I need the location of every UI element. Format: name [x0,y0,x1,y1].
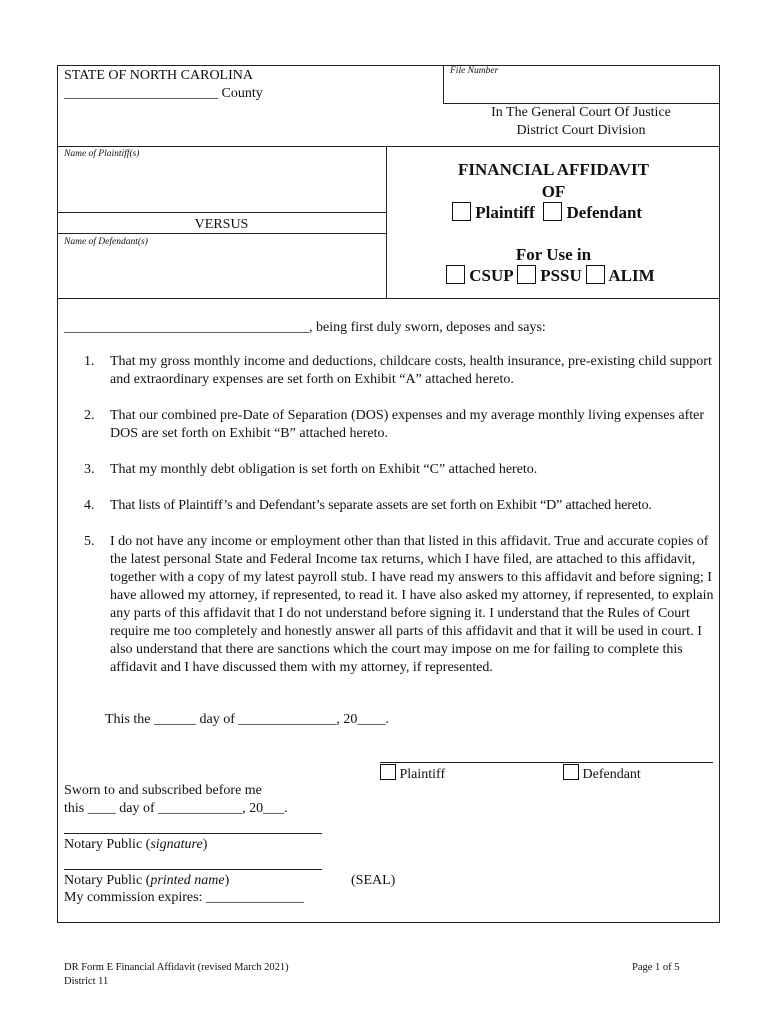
notary-sig-pre: Notary Public ( [64,837,151,852]
notary-signature-line[interactable] [64,833,322,834]
item-number: 2. [84,408,95,423]
alim-label: ALIM [608,266,655,285]
district-label: District 11 [64,976,109,987]
sig-plaintiff-checkbox[interactable] [380,764,396,780]
commission-expires[interactable]: My commission expires: ______________ [64,890,304,905]
notary-signature-label [64,836,207,854]
intro-line [64,319,546,337]
sig-defendant-label: Defendant [582,767,641,782]
notary-printed-post: ) [224,873,230,888]
notary-printed-pre: Notary Public ( [64,873,151,888]
state-name: STATE OF NORTH CAROLINA [64,68,253,83]
form-bottom-border [57,922,720,923]
item-text: That my gross monthly income and deductions, childcare costs, health insurance, pre-existing child support and extraordinary expenses are set forth on Exhibit “A” attached hereto. [110,354,712,387]
party-options [452,202,642,223]
sig-plaintiff-option [380,764,445,784]
county-blank[interactable]: ______________________ [64,86,218,101]
file-number-field[interactable] [444,76,718,102]
list-item [64,407,716,443]
sig-defendant-checkbox[interactable] [563,764,579,780]
use-options [446,265,655,286]
signature-line[interactable] [380,762,713,763]
sig-defendant-option [563,764,641,784]
item-text: That our combined pre-Date of Separation (DOS) expenses and my average monthly living expenses after DOS are set forth on Exhibit “B” attached hereto. [110,408,705,441]
form-id: DR Form E Financial Affidavit (revised March 2021) [64,962,289,973]
list-item [64,497,716,515]
versus-top-line [57,212,386,213]
list-item [64,533,716,677]
date-line[interactable]: This the ______ day of ______________, 20____. [105,712,389,727]
numbered-statements [64,353,716,677]
pssu-label: PSSU [540,266,582,285]
list-item [64,353,716,389]
intro-text: , being first duly sworn, deposes and says: [309,320,546,335]
csup-label: CSUP [469,266,513,285]
item-number: 1. [84,354,95,369]
file-number-label: File Number [450,66,499,76]
defendant-name-field[interactable] [60,250,382,294]
notary-sig-post: ) [202,837,208,852]
caption-bottom-line [57,298,720,299]
pssu-checkbox[interactable] [517,265,536,284]
notary-sworn: Sworn to and subscribed before me [64,783,262,798]
court-division: District Court Division [516,123,646,138]
form-left-border [57,65,58,923]
plaintiff-name-field[interactable] [60,162,382,210]
affidavit-of: OF [541,182,566,201]
form-top-border [57,65,720,66]
item-number: 3. [84,462,95,477]
seal-label: (SEAL) [351,873,396,888]
notary-date[interactable]: this ____ day of ____________, 20___. [64,801,288,816]
affiant-name-blank[interactable]: ___________________________________ [64,320,309,335]
alim-checkbox[interactable] [586,265,605,284]
versus-label: VERSUS [194,217,249,232]
page-number: Page 1 of 5 [632,962,680,973]
defendant-checkbox[interactable] [543,202,562,221]
item-number: 4. [84,498,95,513]
court-name: In The General Court Of Justice [491,105,671,120]
plaintiff-option-label: Plaintiff [475,203,535,222]
plaintiff-checkbox[interactable] [452,202,471,221]
affidavit-title: FINANCIAL AFFIDAVIT [458,160,649,179]
notary-printed-label [64,872,229,890]
versus-bottom-line [57,233,386,234]
item-text: That lists of Plaintiff’s and Defendant’s separate assets are set forth on Exhibit “D” attached hereto. [110,498,652,513]
for-use-label: For Use in [515,245,592,264]
csup-checkbox[interactable] [446,265,465,284]
sig-plaintiff-label: Plaintiff [399,767,446,782]
item-text: I do not have any income or employment other than that listed in this affidavit. True and accurate copies of the latest personal State and Federal Income tax returns, which I have filed, are attached to this affidavit, together with a copy of my latest payroll stub. I have read my answers to this affidavit and before signing; I have allowed my attorney, if represented, to read it. I have also asked my attorney, if represented, to explain any parts of this affidavit that I do not understand before signing it. I understand that the Rules of Court require me too completely and honestly answer all parts of this affidavit and that it will be used in court. I also understand that there are sanctions which the court may impose on me for failing to complete this affidavit and I have discussed them with my attorney, if represented. [110,534,714,675]
list-item [64,461,716,479]
county-label: County [221,86,263,101]
defendant-option-label: Defendant [566,203,643,222]
item-number: 5. [84,534,95,549]
notary-sig-italic: signature [150,837,203,852]
notary-printed-line[interactable] [64,869,322,870]
caption-top-line [57,146,720,147]
notary-printed-italic: printed name [150,873,225,888]
plaintiff-name-label: Name of Plaintiff(s) [64,149,140,159]
defendant-name-label: Name of Defendant(s) [64,237,148,247]
county-line[interactable] [64,85,263,103]
item-text: That my monthly debt obligation is set forth on Exhibit “C” attached hereto. [110,462,538,477]
